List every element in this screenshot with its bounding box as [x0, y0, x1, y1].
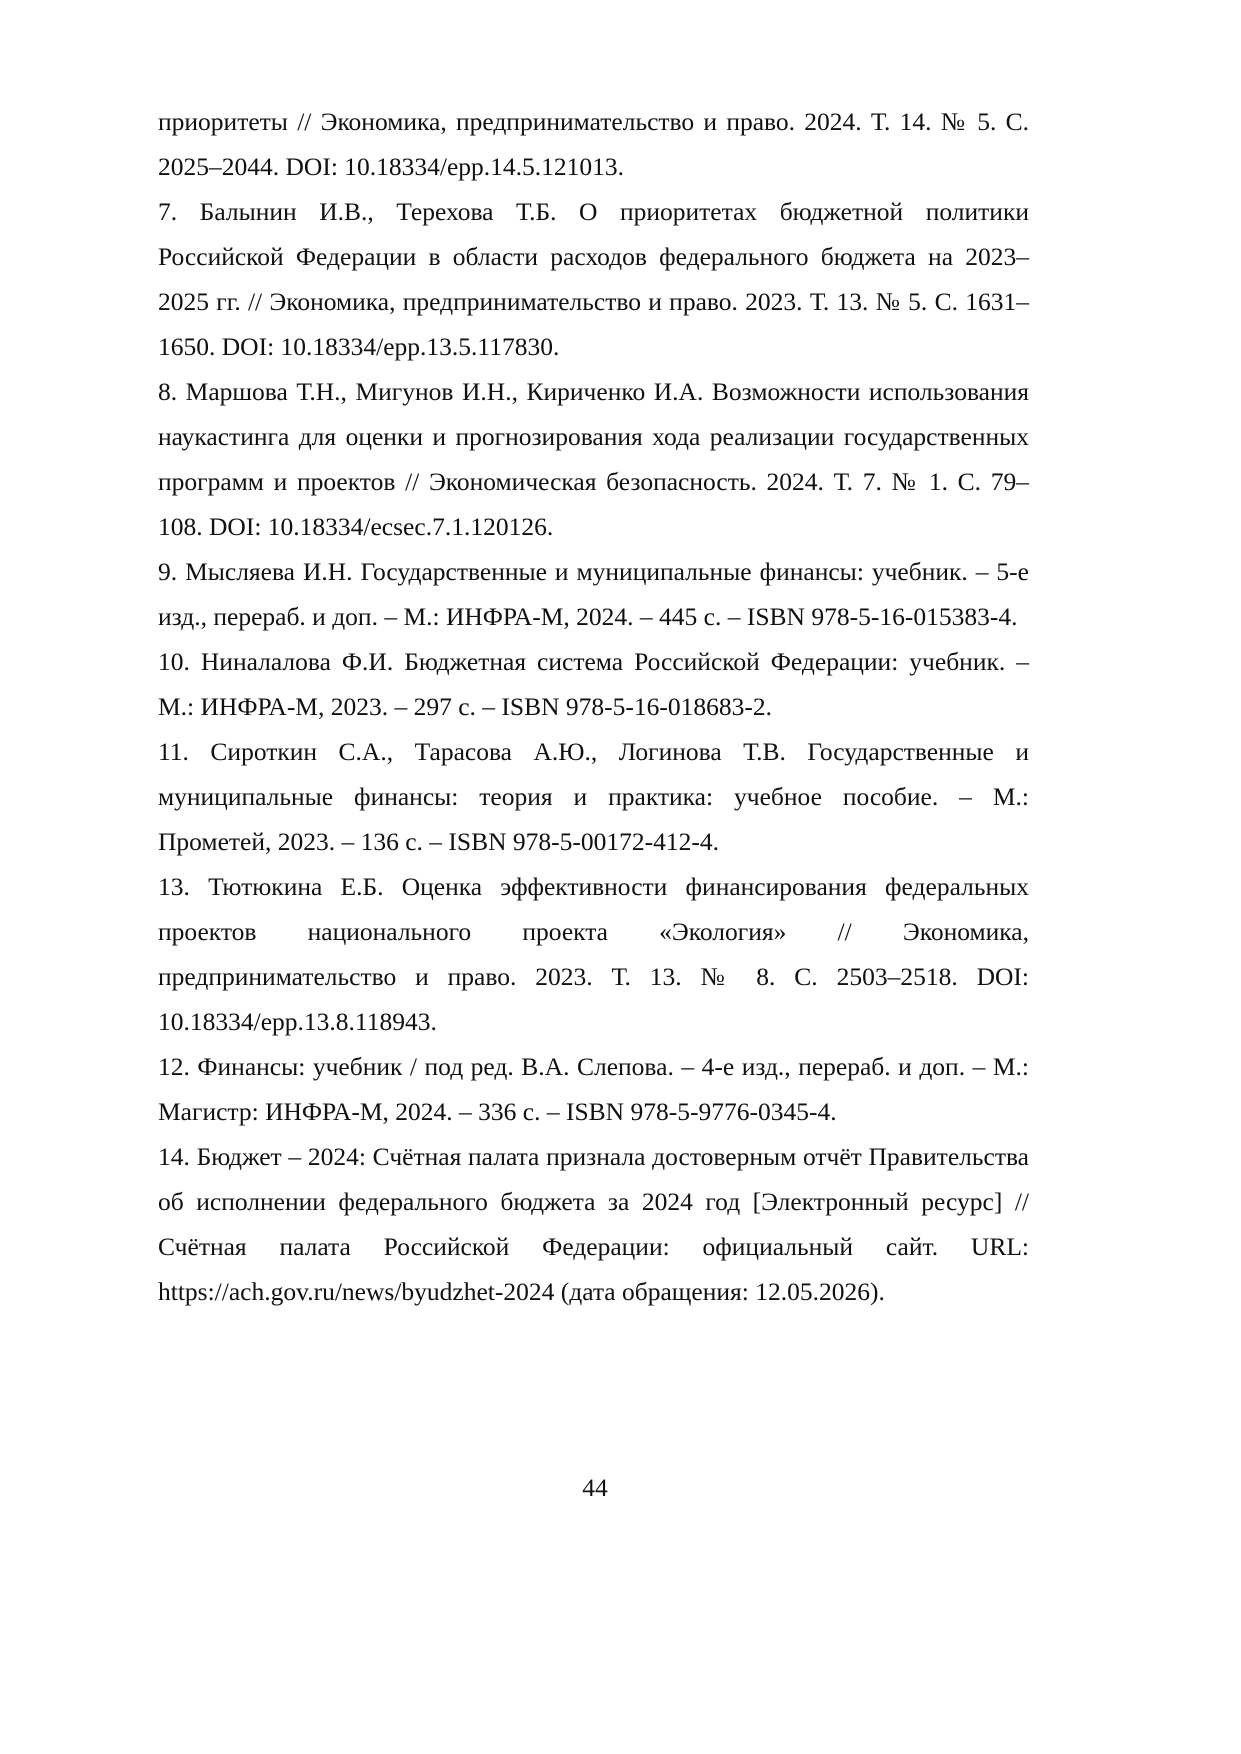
reference-item-12: 12. Финансы: учебник / под ред. В.А. Слепова. – 4-е изд., перераб. и доп. – М.: Магистр: ИНФРА-М, 2024. – 336 с. – ISBN 978-5-9776-0345-4. — [158, 1052, 1029, 1126]
reference-item-11: 11. Сироткин С.А., Тарасова А.Ю., Логинова Т.В. Государственные и муниципальные финансы: теория и практика: учебное пособие. – М.: Прометей, 2023. – 136 с. – ISBN 978-5-00172-412-4. — [158, 737, 1029, 856]
reference-item-continuation: приоритеты // Экономика, предпринимательство и право. 2024. Т. 14. № 5. С. 2025–2044. DOI: 10.18334/epp.14.5.121013. — [158, 107, 1029, 181]
page-number: 44 — [582, 1473, 608, 1502]
reference-list — [158, 99, 1029, 1314]
reference-item-9: 9. Мысляева И.Н. Государственные и муниципальные финансы: учебник. – 5-е изд., перераб. и доп. – М.: ИНФРА-М, 2024. – 445 с. – ISBN 978-5-16-015383-4. — [158, 557, 1029, 631]
reference-item-7: 7. Балынин И.В., Терехова Т.Б. О приоритетах бюджетной политики Российской Федерации в области расходов федерального бюджета на 2023–2025 гг. // Экономика, предпринимательство и право. 2023. Т. 13. № 5. С. 1631–1650. DOI: 10.18334/epp.13.5.117830. — [158, 197, 1029, 361]
reference-item-14: 14. Бюджет – 2024: Счётная палата признала достоверным отчёт Правительства об исполнении федерального бюджета за 2024 год [Электронный ресурс] // Счётная палата Российской Федерации: официальный сайт. URL: https://ach.gov.ru/news/byudzhet-2024 (дата обращения: 12.05.2026). — [158, 1142, 1029, 1306]
reference-item-13: 13. Тютюкина Е.Б. Оценка эффективности финансирования федеральных проектов национального проекта «Экология» // Экономика, предпринимательство и право. 2023. Т. 13. № 8. С. 2503–2518. DOI: 10.18334/epp.13.8.118943. — [158, 872, 1029, 1036]
reference-item-10: 10. Ниналалова Ф.И. Бюджетная система Российской Федерации: учебник. – М.: ИНФРА-М, 2023. – 297 с. – ISBN 978-5-16-018683-2. — [158, 647, 1029, 721]
reference-item-8: 8. Маршова Т.Н., Мигунов И.Н., Кириченко И.А. Возможности использования наукастинга для оценки и прогнозирования хода реализации государственных программ и проектов // Экономическая безопасность. 2024. Т. 7. № 1. С. 79–108. DOI: 10.18334/ecsec.7.1.120126. — [158, 377, 1029, 541]
